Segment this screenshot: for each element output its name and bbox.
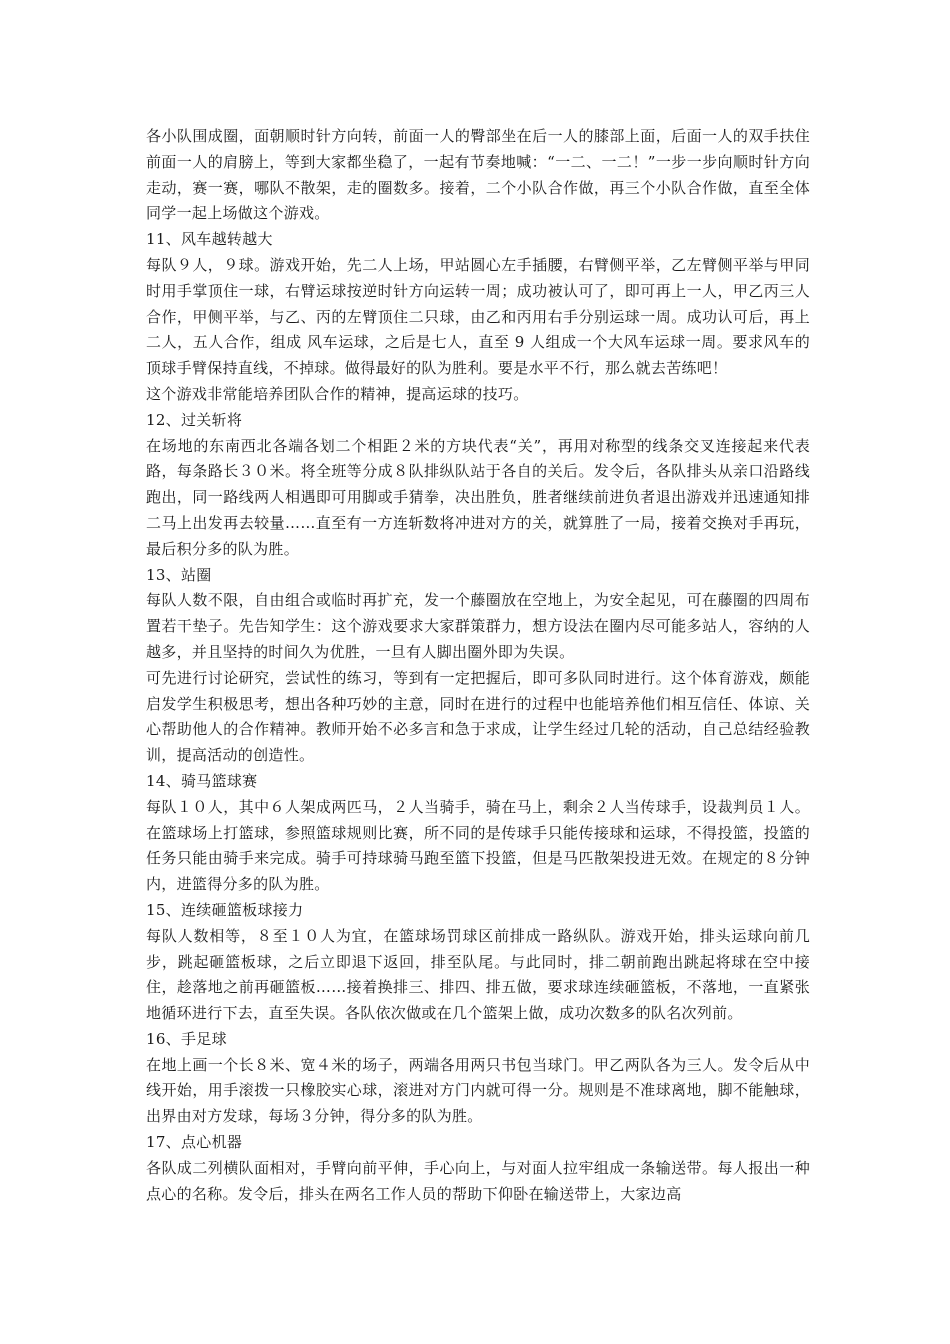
heading-game-16: 16、手足球 [146,1029,227,1048]
document-page [146,124,810,1207]
heading-game-17: 17、点心机器 [146,1133,243,1152]
paragraph-game-11-rules: 每队９人，９球。游戏开始，先二人上场，甲站圆心左手插腰，右臂侧平举，乙左臂侧平举与甲同时用手掌顶住一球，右臂运球按逆时针方向运转一周；成功被认可了，即可再上一人，甲乙丙三人合作，甲侧平举，与乙、丙的左臂顶住二只球，由乙和丙用右手分别运球一周。成功认可后，再上二人，五人合作，组成 风车运球，之后是七人，直至 9 人组成一个大风车运球一周。要求风车的顶球手臂保持直线，不掉球。做得最好的队为胜利。要是水平不行，那么就去苦练吧！ [146,255,810,378]
paragraph-game-14-rules: 每队１０人，其中６人架成两匹马，２人当骑手，骑在马上，剩余２人当传球手，设裁判员１人。在篮球场上打篮球，参照篮球规则比赛，所不同的是传球手只能传接球和运球，不得投篮，投篮的任务只能由骑手来完成。骑手可持球骑马跑至篮下投篮，但是马匹散架投进无效。在规定的８分钟内，进篮得分多的队为胜。 [146,797,810,894]
heading-game-13: 13、站圈 [146,565,212,584]
paragraph-game-15-rules: 每队人数相等，８至１０人为宜，在篮球场罚球区前排成一路纵队。游戏开始，排头运球向前几步，跳起砸篮板球，之后立即退下返回，排至队尾。与此同时，排二朝前跑出跳起将球在空中接住，趁落地之前再砸篮板……接着换排三、排四、排五做，要求球连续砸篮板，不落地，一直紧张地循环进行下去，直至失误。各队依次做或在几个篮架上做，成功次数多的队名次列前。 [146,926,810,1023]
heading-game-11: 11、风车越转越大 [146,230,273,249]
paragraph-game-12-rules: 在场地的东南西北各端各划二个相距２米的方块代表“关”，再用对称型的线条交叉连接起来代表路，每条路长３０米。将全班等分成８队排纵队站于各自的关后。发令后，各队排头从亲口沿路线跑出，同一路线两人相遇即可用脚或手猜拳，决出胜负，胜者继续前进负者退出游戏并迅速通知排二马上出发再去较量……直至有一方连斩数将冲进对方的关，就算胜了一局，接着交换对手再玩，最后积分多的队为胜。 [146,436,810,558]
paragraph-game-13-rules: 每队人数不限，自由组合或临时再扩充，发一个藤圈放在空地上，为安全起见，可在藤圈的四周布置若干垫子。先告知学生：这个游戏要求大家群策群力，想方设法在圈内尽可能多站人，容纳的人越多，并且坚持的时间久为优胜，一旦有人脚出圈外即为失误。 [146,591,810,661]
paragraph-game-17-rules: 各队成二列横队面相对，手臂向前平伸，手心向上，与对面人拉牢组成一条输送带。每人报出一种点心的名称。发令后，排头在两名工作人员的帮助下仰卧在输送带上，大家边高 [146,1158,810,1203]
paragraph-game-16-rules: 在地上画一个长８米、宽４米的场子，两端各用两只书包当球门。甲乙两队各为三人。发令后从中线开始，用手滚拨一只橡胶实心球，滚进对方门内就可得一分。规则是不准球离地，脚不能触球，出界由对方发球，每场３分钟，得分多的队为胜。 [146,1055,810,1126]
heading-game-12: 12、过关斩将 [146,410,243,429]
heading-game-15: 15、连续砸篮板球接力 [146,900,304,919]
paragraph-game-13-note: 可先进行讨论研究，尝试性的练习，等到有一定把握后，即可多队同时进行。这个体育游戏，颇能启发学生积极思考，想出各种巧妙的主意，同时在进行的过程中也能培养他们相互信任、体谅、关心帮助他人的合作精神。教师开始不必多言和急于求成，让学生经过几轮的活动，自己总结经验教训，提高活动的创造性。 [146,668,810,765]
heading-game-14: 14、骑马篮球赛 [146,771,258,790]
paragraph-game-11-note: 这个游戏非常能培养团队合作的精神，提高运球的技巧。 [146,384,529,403]
paragraph-intro: 各小队围成圈，面朝顺时针方向转，前面一人的臀部坐在后一人的膝部上面，后面一人的双手扶住前面一人的肩膀上，等到大家都坐稳了，一起有节奏地喊：“一二、一二！”一步一步向顺时针方向走动，赛一赛，哪队不散架，走的圈数多。接着，二个小队合作做，再三个小队合作做，直至全体同学一起上场做这个游戏。 [146,127,810,223]
